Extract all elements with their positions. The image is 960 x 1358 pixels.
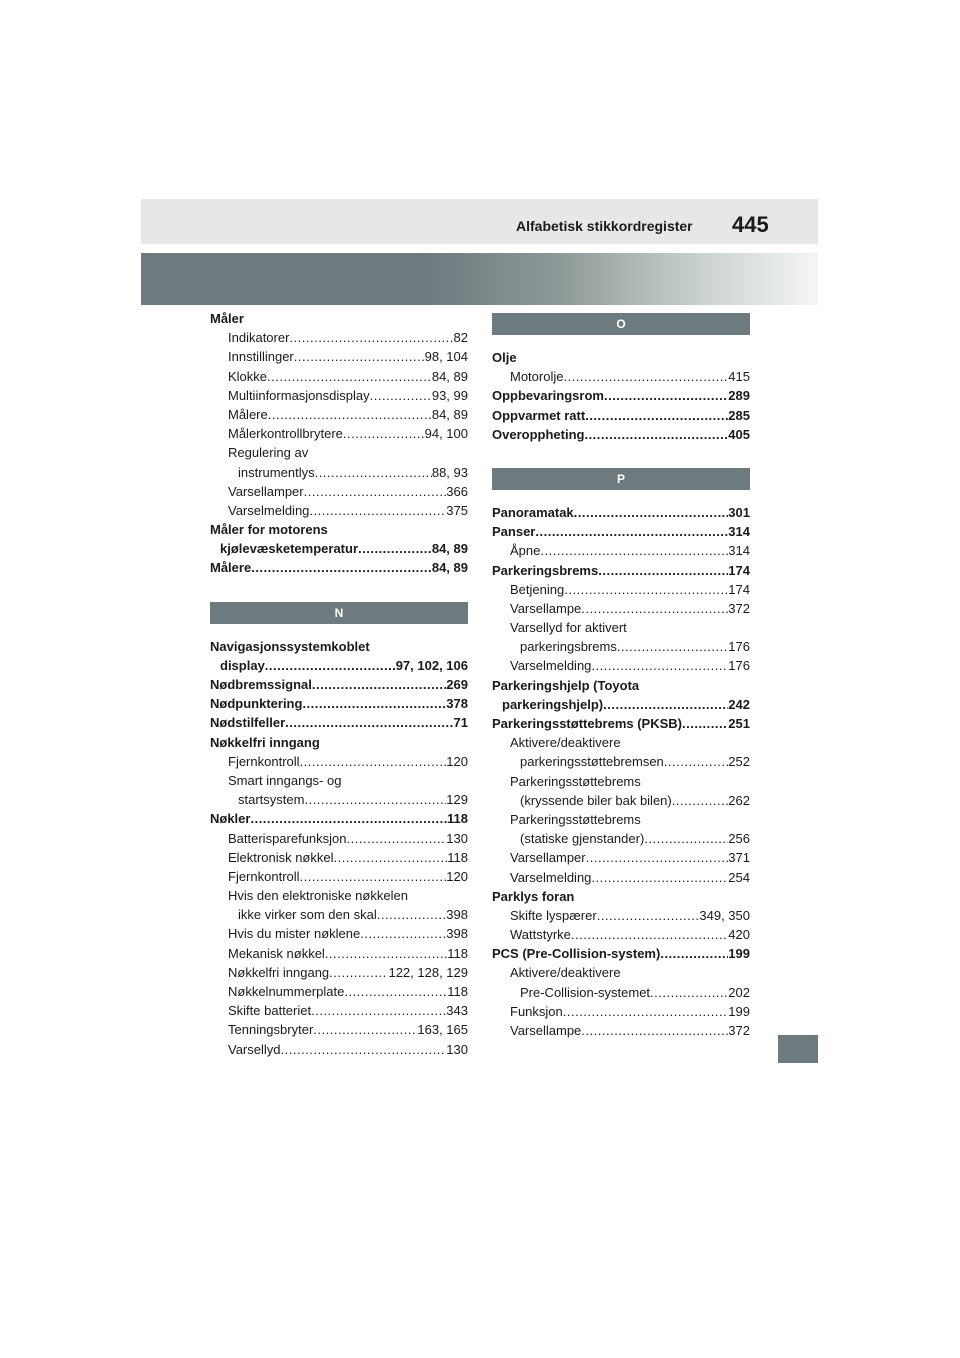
entry-page-ref: 252 — [728, 754, 750, 770]
index-column-left — [210, 309, 468, 1059]
dot-leader — [304, 790, 446, 809]
entry-term: parkeringsstøttebremsen — [520, 754, 664, 770]
entry-term: parkeringsbrems — [520, 639, 617, 655]
dot-leader — [320, 733, 468, 752]
dot-leader — [585, 406, 728, 425]
dot-leader — [627, 618, 750, 637]
dot-leader — [408, 886, 468, 905]
index-entry — [210, 656, 468, 675]
index-entry — [210, 905, 468, 924]
index-entry — [210, 963, 468, 982]
entry-term: Parkeringsstøttebrems — [510, 773, 641, 789]
index-entry — [210, 386, 468, 405]
dot-leader — [333, 848, 447, 867]
dot-leader — [571, 925, 728, 944]
entry-term: Panoramatak — [492, 504, 574, 520]
entry-page-ref: 251 — [728, 716, 750, 731]
dot-leader — [672, 791, 729, 810]
entry-page-ref: 398 — [446, 926, 468, 942]
entry-term: Oppvarmet ratt — [492, 407, 586, 423]
entry-term: Varsellamper — [228, 483, 304, 499]
index-entry — [210, 558, 468, 577]
entry-page-ref: 84, 89 — [431, 541, 468, 557]
spacer — [210, 624, 468, 637]
entry-term: Hvis du mister nøklene — [228, 926, 361, 942]
entry-page-ref: 314 — [728, 524, 750, 540]
entry-term: Multiinformasjonsdisplay — [228, 387, 370, 403]
index-entry — [210, 924, 468, 943]
entry-term: Nøkler — [210, 811, 251, 827]
dot-leader — [289, 328, 453, 347]
dot-leader — [660, 944, 728, 963]
index-entry — [210, 752, 468, 771]
entry-page-ref: 82 — [453, 330, 468, 346]
spacer — [492, 335, 750, 348]
dot-leader — [267, 367, 432, 386]
dot-leader — [644, 829, 728, 848]
dot-leader — [650, 983, 728, 1002]
entry-term: display — [220, 657, 265, 673]
header-banner — [141, 253, 818, 305]
entry-page-ref: 378 — [446, 696, 468, 712]
entry-page-ref: 84, 89 — [431, 560, 468, 576]
index-entry — [492, 676, 750, 695]
index-entry — [492, 580, 750, 599]
dot-leader — [621, 733, 750, 752]
index-entry — [492, 425, 750, 444]
entry-term: Varsellyd for aktivert — [510, 620, 627, 636]
entry-term: Målere — [210, 560, 252, 576]
entry-page-ref: 118 — [447, 984, 468, 999]
index-entry — [492, 906, 750, 925]
index-entry — [492, 983, 750, 1002]
entry-page-ref: 420 — [728, 927, 750, 943]
entry-term: Nødbremssignal — [210, 677, 312, 692]
header-bar — [141, 199, 818, 244]
entry-page-ref: 176 — [728, 639, 750, 655]
entry-term: Elektronisk nøkkel — [228, 849, 334, 865]
dot-leader — [664, 752, 729, 771]
index-entry — [210, 694, 468, 713]
dot-leader — [574, 887, 750, 906]
dot-leader — [344, 982, 447, 1001]
index-entry — [492, 695, 750, 714]
index-entry — [210, 405, 468, 424]
dot-leader — [564, 580, 728, 599]
index-entry — [492, 944, 750, 963]
entry-term: Oppbevaringsrom — [492, 388, 604, 404]
section-letter-header: P — [492, 468, 750, 490]
entry-page-ref: 94, 100 — [424, 426, 468, 442]
entry-term: ikke virker som den skal — [238, 907, 377, 923]
entry-term: Wattstyrke — [510, 927, 571, 943]
dot-leader — [281, 1040, 447, 1059]
entry-page-ref: 129 — [446, 792, 468, 808]
dot-leader — [294, 347, 425, 366]
dot-leader — [311, 1001, 446, 1020]
entry-term: startsystem — [238, 792, 305, 808]
entry-term: Varsellampe — [510, 600, 582, 616]
index-entry — [492, 541, 750, 560]
index-entry — [492, 868, 750, 887]
dot-leader — [639, 676, 750, 695]
index-entry — [210, 713, 468, 732]
entry-term: Betjening — [510, 581, 565, 597]
dot-leader — [328, 520, 468, 539]
entry-term: Parkeringshjelp (Toyota — [492, 677, 640, 693]
index-entry — [210, 637, 468, 656]
index-entry — [492, 348, 750, 367]
entry-page-ref: 254 — [728, 869, 750, 885]
index-entry — [210, 1020, 468, 1039]
entry-page-ref: 398 — [446, 907, 468, 923]
dot-leader — [563, 1002, 729, 1021]
index-entry — [210, 886, 468, 905]
dot-leader — [591, 868, 728, 887]
entry-term: Olje — [492, 350, 517, 365]
dot-leader — [581, 599, 728, 618]
entry-page-ref: 130 — [446, 1041, 468, 1057]
dot-leader — [312, 675, 446, 694]
entry-term: Nøkkelnummerplate — [228, 984, 345, 999]
index-entry — [492, 772, 750, 791]
dot-leader — [591, 656, 728, 675]
entry-term: (kryssende biler bak bilen) — [520, 792, 672, 808]
spacer — [492, 490, 750, 503]
entry-term: Aktivere/deaktivere — [510, 965, 621, 981]
entry-page-ref: 301 — [728, 504, 750, 520]
entry-term: Målere — [228, 406, 268, 422]
entry-term: Pre-Collision-systemet — [520, 984, 651, 1000]
index-entry — [210, 539, 468, 558]
index-entry — [210, 309, 468, 328]
entry-term: Varsellyd — [228, 1041, 281, 1057]
dot-leader — [325, 944, 447, 963]
index-entry — [492, 810, 750, 829]
section-letter-header: O — [492, 313, 750, 335]
index-entry — [492, 503, 750, 522]
entry-term: Navigasjonssystemkoblet — [210, 638, 370, 654]
page-number: 445 — [732, 212, 769, 237]
entry-page-ref: 97, 102, 106 — [395, 657, 468, 673]
index-entry — [210, 944, 468, 963]
entry-page-ref: 371 — [728, 850, 750, 866]
entry-page-ref: 199 — [728, 946, 750, 962]
entry-page-ref: 405 — [728, 426, 750, 442]
index-entry — [210, 482, 468, 501]
entry-page-ref: 130 — [446, 830, 468, 846]
dot-leader — [574, 503, 729, 522]
index-entry — [210, 501, 468, 520]
index-column-right — [492, 313, 750, 1040]
entry-page-ref: 269 — [446, 677, 468, 692]
index-entry — [210, 424, 468, 443]
entry-term: Nøkkelfri inngang — [210, 734, 320, 750]
entry-page-ref: 98, 104 — [424, 349, 468, 365]
entry-page-ref: 122, 128, 129 — [388, 964, 468, 980]
index-entry — [492, 925, 750, 944]
index-entry — [492, 829, 750, 848]
entry-page-ref: 176 — [728, 658, 750, 674]
entry-term: Smart inngangs- og — [228, 772, 342, 788]
entry-page-ref: 174 — [728, 581, 750, 597]
dot-leader — [370, 637, 468, 656]
index-entry — [492, 561, 750, 580]
entry-page-ref: 93, 99 — [431, 387, 468, 403]
dot-leader — [603, 695, 728, 714]
entry-term: Regulering av — [228, 445, 309, 461]
entry-page-ref: 202 — [728, 984, 750, 1000]
index-entry — [210, 848, 468, 867]
entry-term: Nøkkelfri inngang — [228, 964, 330, 980]
dot-leader — [535, 522, 728, 541]
dot-leader — [268, 405, 432, 424]
dot-leader — [586, 848, 729, 867]
index-entry — [210, 1040, 468, 1059]
index-entry — [492, 848, 750, 867]
entry-term: Overoppheting — [492, 426, 585, 442]
index-entry — [210, 829, 468, 848]
entry-term: Parkeringsstøttebrems (PKSB) — [492, 716, 682, 731]
dot-leader — [517, 348, 750, 367]
dot-leader — [308, 443, 468, 462]
entry-term: Målerkontrollbrytere — [228, 426, 343, 442]
section-side-tab — [778, 1035, 818, 1063]
dot-leader — [597, 906, 700, 925]
dot-leader — [315, 463, 432, 482]
index-entry — [210, 520, 468, 539]
entry-page-ref: 199 — [728, 1003, 750, 1019]
entry-term: Fjernkontroll — [228, 753, 300, 769]
entry-page-ref: 285 — [728, 407, 750, 423]
entry-term: Parkeringsstøttebrems — [510, 811, 641, 827]
entry-term: Innstillinger — [228, 349, 294, 365]
entry-page-ref: 289 — [728, 388, 750, 404]
dot-leader — [360, 924, 446, 943]
index-entry — [492, 1021, 750, 1040]
entry-term: Måler — [210, 311, 244, 326]
entry-page-ref: 84, 89 — [431, 406, 468, 422]
entry-term: Panser — [492, 524, 536, 540]
entry-page-ref: 375 — [446, 502, 468, 518]
entry-term: instrumentlys — [238, 464, 315, 480]
entry-page-ref: 120 — [446, 753, 468, 769]
page-header-title: Alfabetisk stikkordregister — [516, 218, 693, 234]
dot-leader — [377, 905, 447, 924]
index-entry — [492, 406, 750, 425]
entry-page-ref: 314 — [728, 543, 750, 559]
index-entry — [492, 599, 750, 618]
index-entry — [492, 656, 750, 675]
entry-term: Varselmelding — [510, 658, 592, 674]
dot-leader — [343, 424, 425, 443]
index-entry — [210, 367, 468, 386]
dot-leader — [621, 963, 750, 982]
entry-term: Batterisparefunksjon — [228, 830, 347, 846]
dot-leader — [250, 809, 447, 828]
entry-term: (statiske gjenstander) — [520, 831, 645, 847]
entry-term: Tenningsbryter — [228, 1022, 314, 1038]
index-entry — [492, 733, 750, 752]
entry-page-ref: 415 — [728, 369, 750, 385]
entry-term: Fjernkontroll — [228, 868, 300, 884]
entry-term: Motorolje — [510, 369, 564, 385]
entry-term: Funksjon — [510, 1003, 563, 1019]
entry-term: Varselmelding — [510, 869, 592, 885]
entry-page-ref: 84, 89 — [431, 368, 468, 384]
section-letter-header: N — [210, 602, 468, 624]
entry-term: Nødpunktering — [210, 696, 303, 712]
entry-term: kjølevæsketemperatur — [220, 541, 359, 557]
entry-page-ref: 256 — [728, 831, 750, 847]
dot-leader — [581, 1021, 728, 1040]
dot-leader — [370, 386, 432, 405]
dot-leader — [358, 539, 432, 558]
dot-leader — [641, 810, 750, 829]
dot-leader — [265, 656, 396, 675]
index-entry — [492, 887, 750, 906]
index-entry — [492, 791, 750, 810]
dot-leader — [285, 713, 453, 732]
entry-term: Skifte batteriet — [228, 1003, 312, 1019]
dot-leader — [302, 694, 446, 713]
entry-page-ref: 71 — [453, 715, 468, 731]
index-entry — [492, 637, 750, 656]
dot-leader — [300, 867, 447, 886]
dot-leader — [304, 482, 447, 501]
entry-page-ref: 120 — [446, 868, 468, 884]
index-entry — [210, 809, 468, 828]
index-entry — [210, 443, 468, 462]
dot-leader — [309, 501, 446, 520]
index-entry — [492, 963, 750, 982]
entry-term: Mekanisk nøkkel — [228, 945, 325, 961]
entry-term: Skifte lyspærer — [510, 907, 597, 923]
index-entry — [492, 618, 750, 637]
entry-term: Parkeringsbrems — [492, 562, 599, 578]
entry-page-ref: 372 — [728, 1023, 750, 1038]
index-entry — [492, 1002, 750, 1021]
entry-page-ref: 262 — [728, 792, 750, 808]
entry-page-ref: 343 — [446, 1003, 468, 1019]
entry-term: Parklys foran — [492, 888, 575, 904]
dot-leader — [604, 386, 728, 405]
entry-page-ref: 118 — [447, 945, 468, 961]
index-entry — [492, 522, 750, 541]
index-entry — [210, 347, 468, 366]
index-entry — [492, 752, 750, 771]
entry-term: Varsellampe — [510, 1023, 582, 1038]
dot-leader — [617, 637, 728, 656]
entry-page-ref: 366 — [446, 483, 468, 499]
entry-page-ref: 372 — [728, 600, 750, 616]
dot-leader — [682, 714, 728, 733]
entry-term: Aktivere/deaktivere — [510, 735, 621, 751]
index-entry — [210, 733, 468, 752]
entry-page-ref: 174 — [728, 562, 750, 578]
index-entry — [210, 328, 468, 347]
index-entry — [492, 714, 750, 733]
entry-term: Varsellamper — [510, 850, 586, 866]
spacer — [492, 444, 750, 468]
entry-page-ref: 349, 350 — [699, 907, 750, 923]
spacer — [210, 578, 468, 602]
entry-page-ref: 118 — [447, 849, 468, 865]
entry-page-ref: 88, 93 — [431, 464, 468, 480]
entry-term: Nødstilfeller — [210, 715, 286, 731]
index-entry — [492, 367, 750, 386]
entry-term: Hvis den elektroniske nøkkelen — [228, 888, 408, 904]
entry-term: parkeringshjelp) — [502, 696, 604, 712]
dot-leader — [563, 367, 728, 386]
dot-leader — [584, 425, 728, 444]
dot-leader — [341, 771, 468, 790]
entry-term: Måler for motorens — [210, 522, 328, 538]
dot-leader — [251, 558, 432, 577]
entry-term: Indikatorer — [228, 330, 290, 346]
dot-leader — [347, 829, 447, 848]
entry-term: Varselmelding — [228, 502, 310, 518]
dot-leader — [641, 772, 750, 791]
index-entry — [210, 771, 468, 790]
entry-term: Åpne — [510, 543, 541, 559]
index-entry — [492, 386, 750, 405]
entry-term: Klokke — [228, 368, 268, 384]
entry-page-ref: 242 — [728, 696, 750, 712]
dot-leader — [598, 561, 728, 580]
index-entry — [210, 463, 468, 482]
dot-leader — [540, 541, 728, 560]
dot-leader — [244, 309, 468, 328]
index-entry — [210, 790, 468, 809]
entry-page-ref: 118 — [447, 811, 468, 827]
entry-page-ref: 163, 165 — [417, 1022, 468, 1038]
index-entry — [210, 1001, 468, 1020]
index-entry — [210, 675, 468, 694]
dot-leader — [300, 752, 447, 771]
entry-term: PCS (Pre-Collision-system) — [492, 946, 661, 962]
index-entry — [210, 982, 468, 1001]
index-entry — [210, 867, 468, 886]
dot-leader — [313, 1020, 417, 1039]
dot-leader — [329, 963, 388, 982]
